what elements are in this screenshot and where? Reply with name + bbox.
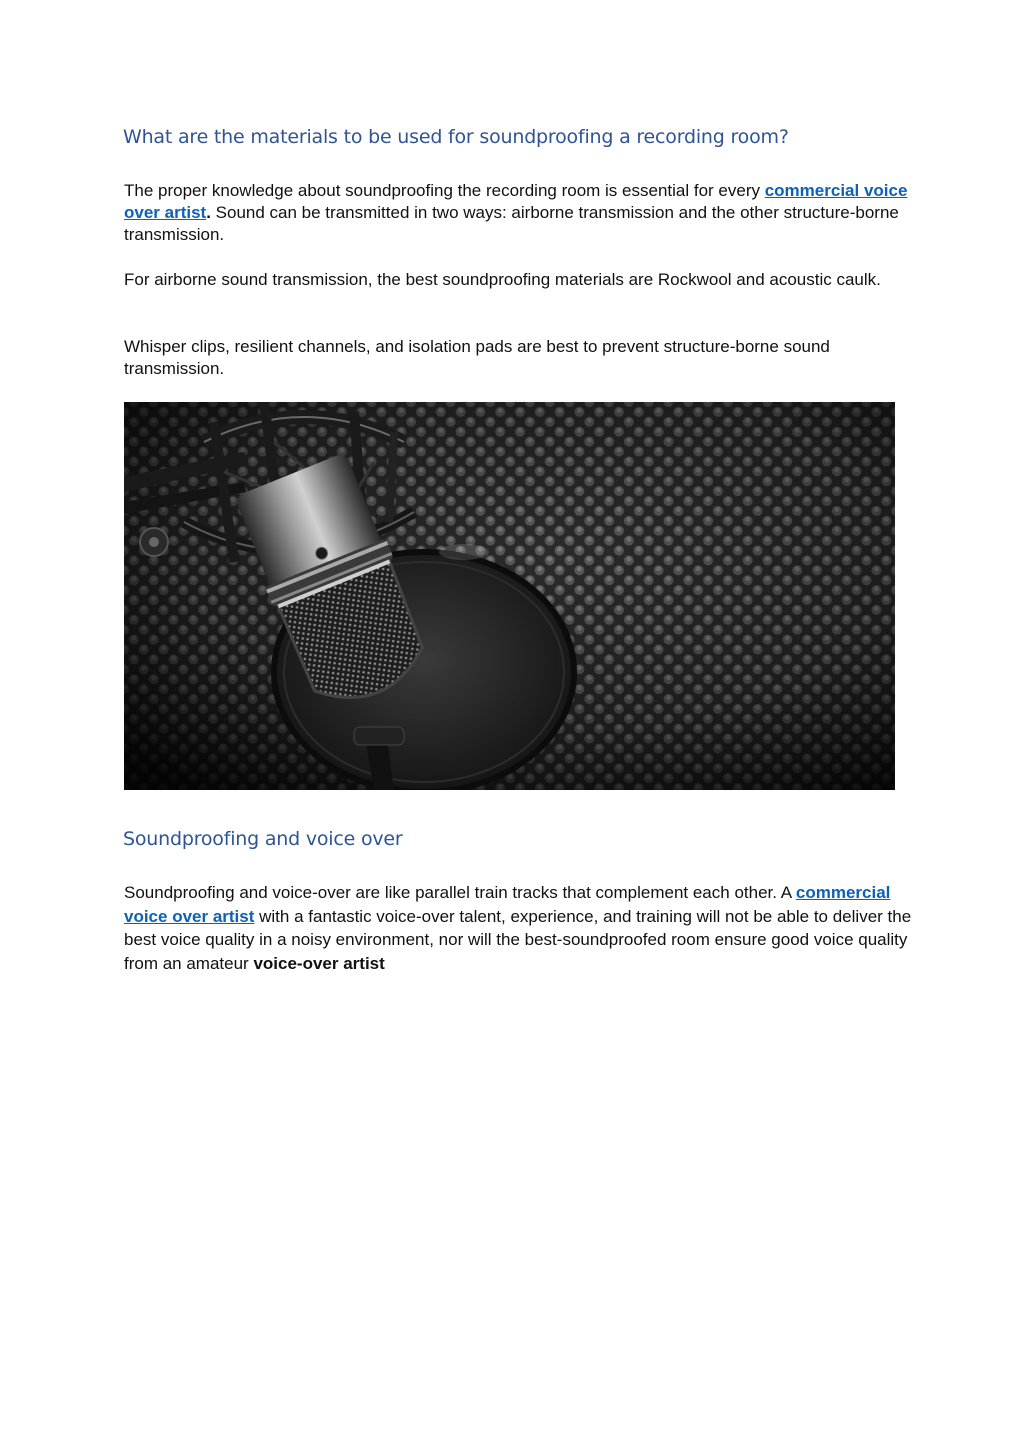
bold-period: . [206,203,211,222]
section-heading-materials: What are the materials to be used for soundproofing a recording room? [123,126,789,148]
commercial-voice-over-artist-link-2[interactable]: commercial voice over artist [124,883,891,926]
studio-microphone-photo [124,402,895,790]
paragraph-parallel-tracks [124,881,914,975]
section-heading-soundproofing: Soundproofing and voice over [123,828,403,850]
commercial-voice-over-artist-link[interactable]: commercial voice over artist [124,181,908,222]
paragraph-text: The proper knowledge about soundproofing the recording room is essential for every [124,181,765,200]
paragraph-structure-borne: Whisper clips, resilient channels, and isolation pads are best to prevent structure-borne sound transmission. [124,337,830,378]
paragraph-text: Sound can be transmitted in two ways: airborne transmission and the other structure-borne transmission. [124,203,899,244]
paragraph-text: with a fantastic voice-over talent, experience, and training will not be able to deliver the best voice quality in a noisy environment, nor will the best-soundproofed room ensure good voice quality from an amateur [124,906,912,973]
paragraph-knowledge [124,180,914,246]
paragraph-airborne: For airborne sound transmission, the best soundproofing materials are Rockwool and acoustic caulk. [124,270,881,289]
paragraph-text: Soundproofing and voice-over are like parallel train tracks that complement each other. A [124,883,796,902]
voice-over-artist-bold: voice-over artist [253,953,385,973]
